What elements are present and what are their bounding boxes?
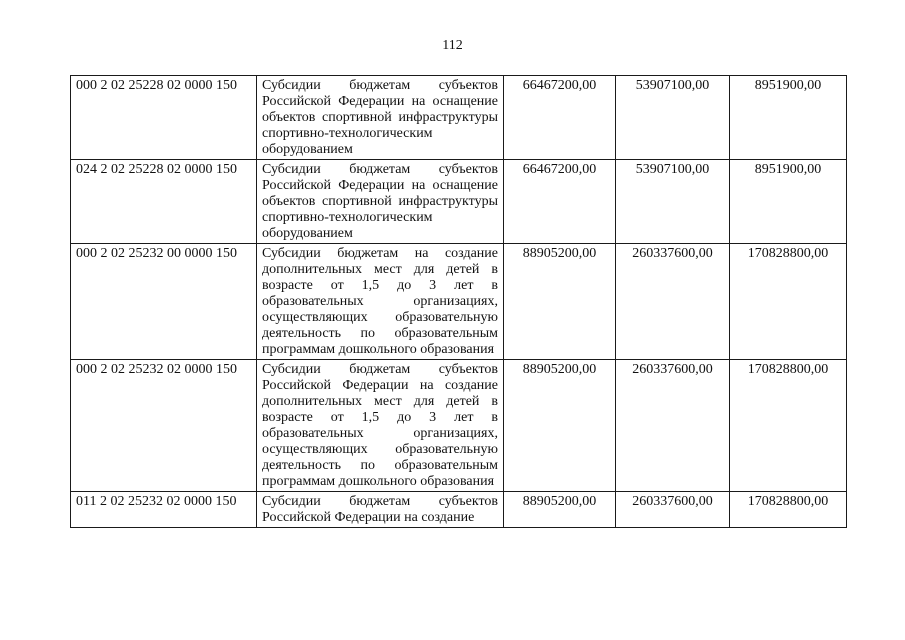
budget-code: 000 2 02 25228 02 0000 150 xyxy=(71,76,257,160)
amount-2: 260337600,00 xyxy=(616,492,730,528)
amount-3: 8951900,00 xyxy=(730,160,847,244)
amount-3: 170828800,00 xyxy=(730,492,847,528)
amount-1: 88905200,00 xyxy=(504,360,616,492)
budget-code: 000 2 02 25232 00 0000 150 xyxy=(71,244,257,360)
description: Субсидии бюджетам субъектов Российской Федерации на оснащение объектов спортивной инфраструктуры спортивно-технологическим оборудованием xyxy=(257,76,504,160)
page-number: 112 xyxy=(442,38,463,53)
description: Субсидии бюджетам на создание дополнительных мест для детей в возрасте от 1,5 до 3 лет в образовательных организациях, осуществляющих образовательную деятельность по образовательным программам дошкольного образования xyxy=(257,244,504,360)
table-row xyxy=(71,160,847,244)
amount-2: 260337600,00 xyxy=(616,360,730,492)
budget-code: 011 2 02 25232 02 0000 150 xyxy=(71,492,257,528)
amount-2: 53907100,00 xyxy=(616,76,730,160)
amount-1: 88905200,00 xyxy=(504,492,616,528)
amount-1: 88905200,00 xyxy=(504,244,616,360)
description: Субсидии бюджетам субъектов Российской Федерации на создание xyxy=(257,492,504,528)
description: Субсидии бюджетам субъектов Российской Федерации на создание дополнительных мест для детей в возрасте от 1,5 до 3 лет в образовательных организациях, осуществляющих образовательную деятельность по образовательным программам дошкольного образования xyxy=(257,360,504,492)
amount-3: 170828800,00 xyxy=(730,360,847,492)
amount-3: 8951900,00 xyxy=(730,76,847,160)
budget-code: 024 2 02 25228 02 0000 150 xyxy=(71,160,257,244)
table-row xyxy=(71,360,847,492)
description: Субсидии бюджетам субъектов Российской Федерации на оснащение объектов спортивной инфраструктуры спортивно-технологическим оборудованием xyxy=(257,160,504,244)
table-row xyxy=(71,76,847,160)
amount-1: 66467200,00 xyxy=(504,160,616,244)
table-row xyxy=(71,244,847,360)
table-row xyxy=(71,492,847,528)
amount-2: 53907100,00 xyxy=(616,160,730,244)
budget-table xyxy=(70,75,847,528)
budget-code: 000 2 02 25232 02 0000 150 xyxy=(71,360,257,492)
amount-3: 170828800,00 xyxy=(730,244,847,360)
amount-2: 260337600,00 xyxy=(616,244,730,360)
amount-1: 66467200,00 xyxy=(504,76,616,160)
